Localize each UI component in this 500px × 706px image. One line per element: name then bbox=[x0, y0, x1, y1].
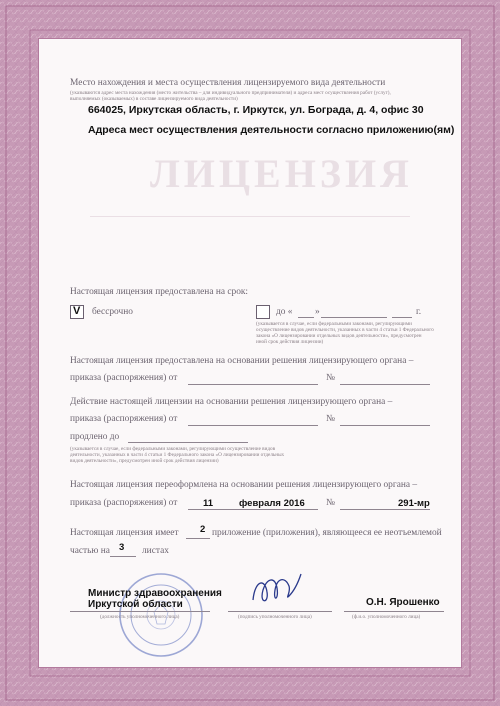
term-note-1: (указывается в случае, если федеральными законами, регулирующими bbox=[256, 321, 412, 327]
reissue-line-1: Настоящая лицензия переоформлена на основании решения лицензирующего органа – bbox=[70, 480, 418, 490]
appendix-text-c: частью на bbox=[70, 546, 110, 556]
signature-line bbox=[228, 611, 332, 612]
until-year-line bbox=[392, 317, 412, 318]
basis-line-1: Настоящая лицензия предоставлена на основании решения лицензирующего органа – bbox=[70, 356, 414, 366]
reissue-number: 291-мр bbox=[398, 498, 430, 509]
term-note-3: закона «О лицензировании отдельных видов деятельности», предусмотрен bbox=[256, 333, 422, 339]
reissue-line-2: приказа (распоряжения) от bbox=[70, 498, 178, 508]
extended-until-line bbox=[128, 442, 248, 443]
extension-line-2: приказа (распоряжения) от bbox=[70, 414, 178, 424]
place-note-2: выполняемых (оказываемых) в составе лицензируемого вида деятельности) bbox=[70, 96, 238, 102]
reissue-date-line bbox=[188, 509, 318, 510]
handwritten-signature bbox=[245, 570, 305, 610]
checkbox-mark: V bbox=[73, 305, 81, 317]
watermark-rule bbox=[90, 216, 410, 217]
extension-note-3: видов деятельности», предусмотрен иной срок действия лицензии) bbox=[70, 458, 219, 464]
signatory-position-1: Министр здравоохранения bbox=[88, 588, 222, 599]
basis-number-line bbox=[340, 384, 430, 385]
extension-no: № bbox=[326, 414, 335, 424]
until-suffix: г. bbox=[416, 307, 422, 317]
basis-date-line bbox=[188, 384, 318, 385]
reissue-no: № bbox=[326, 498, 335, 508]
extension-line-1: Действие настоящей лицензии на основании решения лицензирующего органа – bbox=[70, 397, 393, 407]
license-address: 664025, Иркутская область, г. Иркутск, ул. Бограда, д. 4, офис 30 bbox=[88, 104, 424, 116]
position-caption: (должность уполномоченного лица) bbox=[100, 614, 180, 620]
basis-line-2: приказа (распоряжения) от bbox=[70, 373, 178, 383]
appendix-text-b: приложение (приложения), являющееся ее неотъемлемой bbox=[212, 528, 442, 538]
until-prefix: до « bbox=[276, 307, 293, 317]
extended-until: продлено до bbox=[70, 432, 120, 442]
reissue-number-line bbox=[340, 509, 430, 510]
address-note: Адреса мест осуществления деятельности согласно приложению(ям) bbox=[88, 124, 455, 136]
signatory-position-2: Иркутской области bbox=[88, 599, 183, 610]
name-line bbox=[344, 611, 444, 612]
term-note-4: иной срок действия лицензии) bbox=[256, 339, 324, 345]
until-date-checkbox[interactable] bbox=[256, 305, 270, 319]
appendix-sheets: 3 bbox=[119, 542, 125, 553]
place-note-1: (указываются адрес места нахождения (место жительства – для индивидуального предпринимателя) и адреса мест осуществления работ (услуг), bbox=[70, 90, 391, 96]
extension-date-line bbox=[188, 425, 318, 426]
reissue-day: 11 bbox=[203, 498, 214, 509]
indefinite-checkbox[interactable] bbox=[70, 305, 84, 319]
term-note-2: осуществление видов деятельности, указанных в части 4 статьи 1 Федерального bbox=[256, 327, 434, 333]
term-label: Настоящая лицензия предоставлена на срок: bbox=[70, 287, 249, 297]
appendix-text-a: Настоящая лицензия имеет bbox=[70, 528, 179, 538]
until-day-line bbox=[298, 317, 314, 318]
extension-note-2: деятельности, указанных в части 4 статьи 1 Федерального закона «О лицензировании отдельных bbox=[70, 452, 285, 458]
indefinite-label: бессрочно bbox=[92, 307, 133, 317]
reissue-month-year: февраля 2016 bbox=[239, 498, 305, 509]
position-line bbox=[70, 611, 210, 612]
appendix-sheets-line bbox=[110, 556, 136, 557]
until-month-line bbox=[321, 317, 387, 318]
appendix-count: 2 bbox=[200, 524, 206, 535]
name-caption: (ф.и.о. уполномоченного лица) bbox=[352, 614, 421, 620]
appendix-text-d: листах bbox=[142, 546, 169, 556]
until-mid: » bbox=[315, 307, 320, 317]
signatory-name: О.Н. Ярошенко bbox=[366, 597, 440, 608]
signature-caption: (подпись уполномоченного лица) bbox=[238, 614, 312, 620]
license-watermark: ЛИЦЕНЗИЯ bbox=[150, 151, 413, 196]
extension-number-line bbox=[340, 425, 430, 426]
place-title: Место нахождения и места осуществления лицензируемого вида деятельности bbox=[70, 78, 386, 88]
basis-no: № bbox=[326, 373, 335, 383]
extension-note-1: (указывается в случае, если федеральными законами, регулирующими осуществление видов bbox=[70, 446, 276, 452]
appendix-count-line bbox=[186, 538, 210, 539]
